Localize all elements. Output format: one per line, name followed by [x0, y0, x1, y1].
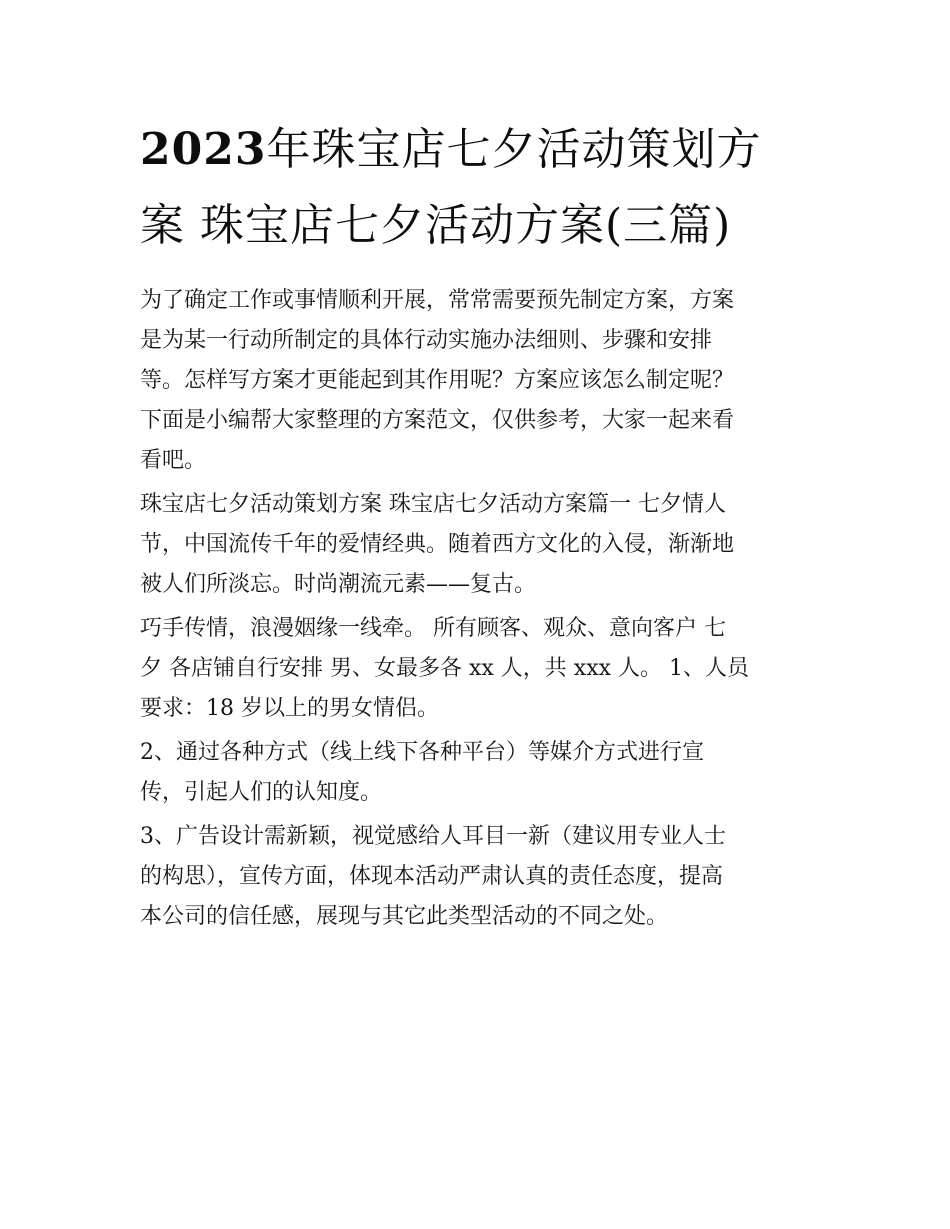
text-line: 传，引起人们的认知度。 [140, 780, 383, 805]
text-line: 2、通过各种方式（线上线下各种平台）等媒介方式进行宣 [140, 740, 704, 765]
title-line-1-text: 年珠宝店七夕活动策划方 [266, 124, 762, 175]
text-line: 等。怎样写方案才更能起到其作用呢？方案应该怎么制定呢？ [140, 368, 735, 393]
text-line: 的构思），宣传方面，体现本活动严肃认真的责任态度，提高 [140, 864, 724, 889]
text-line: 珠宝店七夕活动策划方案 珠宝店七夕活动方案篇一 七夕情人 [140, 492, 726, 517]
advertising-paragraph [140, 817, 820, 937]
text-line: 下面是小编帮大家整理的方案范文，仅供参考，大家一起来看 [140, 408, 735, 433]
text-line: 要求：18 岁以上的男女情侣。 [140, 696, 439, 721]
section-one-paragraph [140, 485, 820, 605]
activity-details-paragraph [140, 609, 820, 729]
text-line: 是为某一行动所制定的具体行动实施办法细则、步骤和安排 [140, 328, 713, 353]
text-line: 节，中国流传千年的爱情经典。随着西方文化的入侵，渐渐地 [140, 532, 735, 557]
text-line: 3、广告设计需新颖，视觉感给人耳目一新（建议用专业人士 [140, 824, 726, 849]
text-line: 夕 各店铺自行安排 男、女最多各 xx 人，共 xxx 人。 1、人员 [140, 656, 749, 681]
document-body [140, 281, 820, 941]
promotion-paragraph [140, 733, 820, 813]
title-line-2: 案 珠宝店七夕活动方案(三篇) [140, 200, 732, 251]
text-line: 巧手传情，浪漫姻缘一线牵。 所有顾客、观众、意向客户 七 [140, 616, 726, 641]
text-line: 本公司的信任感，展现与其它此类型活动的不同之处。 [140, 904, 669, 929]
title-line-1 [140, 112, 820, 188]
text-line: 看吧。 [140, 448, 207, 473]
title-year: 2023 [140, 124, 267, 175]
document-title [140, 112, 820, 264]
text-line: 被人们所淡忘。时尚潮流元素——复古。 [140, 572, 537, 597]
text-line: 为了确定工作或事情顺利开展，常常需要预先制定方案，方案 [140, 288, 735, 313]
intro-paragraph [140, 281, 820, 481]
